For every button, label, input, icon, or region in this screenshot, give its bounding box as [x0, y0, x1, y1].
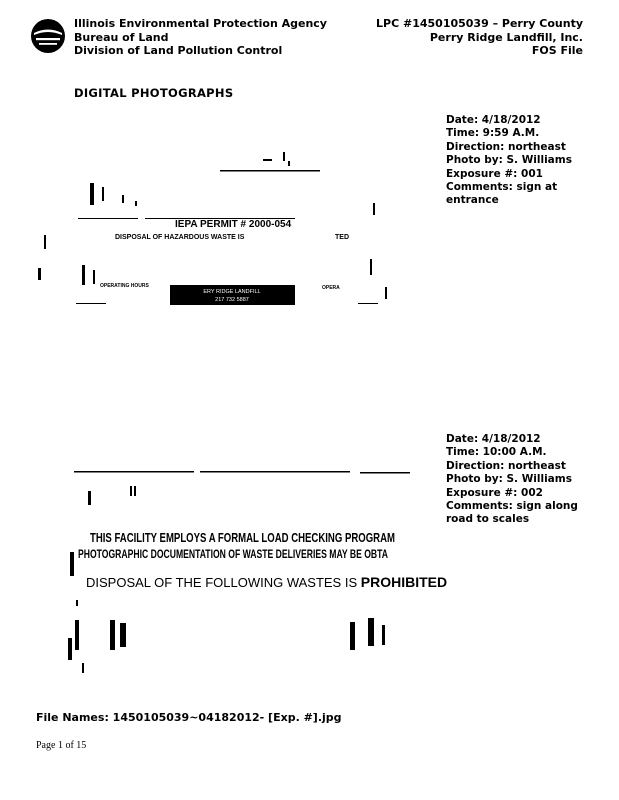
photo-1-disposal-end-text: TED — [335, 234, 349, 241]
photo-1-time: Time: 9:59 A.M. — [446, 127, 540, 140]
photo-2-comments: Comments: sign along road to scales — [446, 500, 578, 526]
photo-2-exposure: Exposure #: 002 — [446, 486, 543, 499]
lpc-number: LPC #1450105039 – Perry County — [376, 17, 583, 30]
file-type: FOS File — [531, 44, 583, 57]
photo-1-photographer: Photo by: S. Williams — [446, 154, 572, 167]
photo-1-hours-right: OPERA — [322, 285, 340, 291]
section-title: DIGITAL PHOTOGRAPHS — [74, 86, 234, 100]
photo-2-sign-line-2: PHOTOGRAPHIC DOCUMENTATION OF WASTE DELIVERIES MAY BE OBTA — [78, 547, 389, 561]
photo-1-permit-text: IEPA PERMIT # 2000-054 — [175, 219, 292, 230]
header-agency-block — [74, 17, 327, 58]
photo-2 — [30, 460, 448, 680]
photo-1-exposure: Exposure #: 001 — [446, 167, 543, 180]
photo-1-disposal-text: DISPOSAL OF HAZARDOUS WASTE IS — [115, 234, 245, 241]
photo-1-plate-line-1: ERY RIDGE LANDFILL — [203, 289, 261, 295]
page-number: Page 1 of 15 — [36, 740, 87, 751]
header-site-block — [376, 17, 583, 58]
photo-2-sign-line-3: DISPOSAL OF THE FOLLOWING WASTES IS PROHIBITED — [86, 574, 448, 590]
photo-1-hours-left: OPERATING HOURS — [100, 283, 149, 289]
photo-1-comments: Comments: sign at entrance — [446, 181, 558, 207]
bureau-name: Bureau of Land — [74, 30, 169, 44]
photo-1 — [30, 135, 410, 345]
division-name: Division of Land Pollution Control — [74, 44, 283, 57]
photo-2-direction: Direction: northeast — [446, 459, 566, 472]
photo-2-metadata — [446, 433, 586, 527]
photo-1-date: Date: 4/18/2012 — [446, 114, 541, 126]
file-names: File Names: 1450105039~04182012- [Exp. #].jpg — [36, 711, 342, 724]
iepa-logo — [30, 18, 66, 54]
photo-1-direction: Direction: northeast — [446, 140, 566, 153]
photo-1-plate-line-2: 217 732 5887 — [215, 297, 249, 303]
photo-2-photographer: Photo by: S. Williams — [446, 473, 572, 486]
agency-name: Illinois Environmental Protection Agency — [74, 17, 327, 30]
photo-2-time: Time: 10:00 A.M. — [446, 446, 547, 459]
facility-name: Perry Ridge Landfill, Inc. — [429, 30, 583, 44]
photo-1-metadata — [446, 114, 586, 208]
photo-2-date: Date: 4/18/2012 — [446, 433, 541, 445]
photo-2-sign-line-1: THIS FACILITY EMPLOYS A FORMAL LOAD CHECKING PROGRAM — [90, 530, 395, 545]
